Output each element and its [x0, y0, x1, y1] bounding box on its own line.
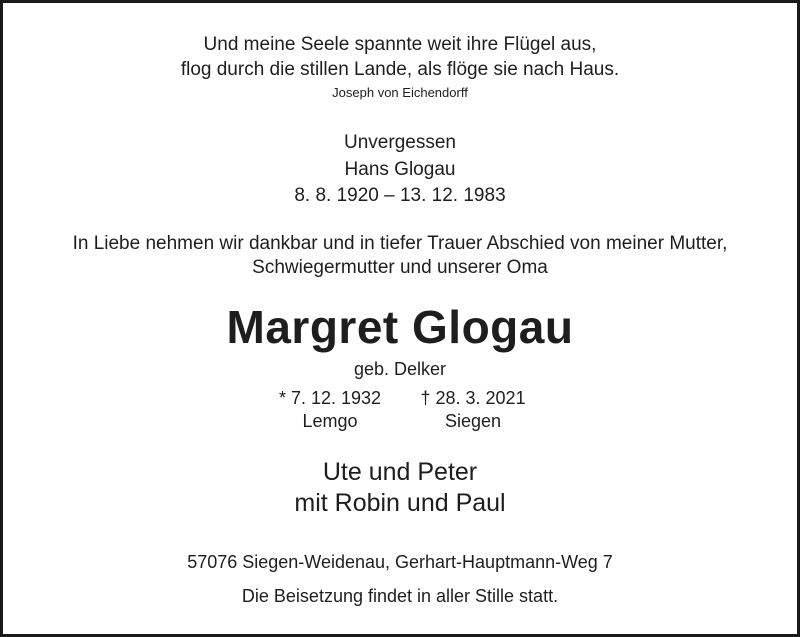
memorial-heading: Unvergessen	[344, 132, 456, 153]
burial-note: Die Beisetzung findet in aller Stille statt.	[241, 586, 559, 606]
birth-place: Lemgo	[302, 411, 358, 431]
family-line-1: Ute und Peter	[322, 458, 478, 486]
family-line-2: mit Robin und Paul	[294, 489, 506, 517]
deceased-name: Margret Glogau	[226, 301, 574, 353]
birth-date: * 7. 12. 1932	[278, 388, 382, 408]
deceased-birth-name: geb. Delker	[353, 359, 447, 379]
intro-line-2: Schwiegermutter und unserer Oma	[252, 257, 548, 278]
quote-author: Joseph von Eichendorff	[332, 85, 468, 100]
memorial-dates: 8. 8. 1920 – 13. 12. 1983	[294, 185, 506, 206]
death-date: † 28. 3. 2021	[420, 388, 526, 408]
mourners-address: 57076 Siegen-Weidenau, Gerhart-Hauptmann-Weg 7	[187, 552, 613, 572]
quote-line-1: Und meine Seele spannte weit ihre Flügel aus,	[203, 34, 597, 55]
quote-line-2: flog durch die stillen Lande, als flöge sie nach Haus.	[180, 59, 620, 80]
death-place: Siegen	[444, 411, 502, 431]
memorial-name: Hans Glogau	[344, 159, 456, 180]
intro-line-1: In Liebe nehmen wir dankbar und in tiefer Trauer Abschied von meiner Mutter,	[72, 233, 728, 254]
